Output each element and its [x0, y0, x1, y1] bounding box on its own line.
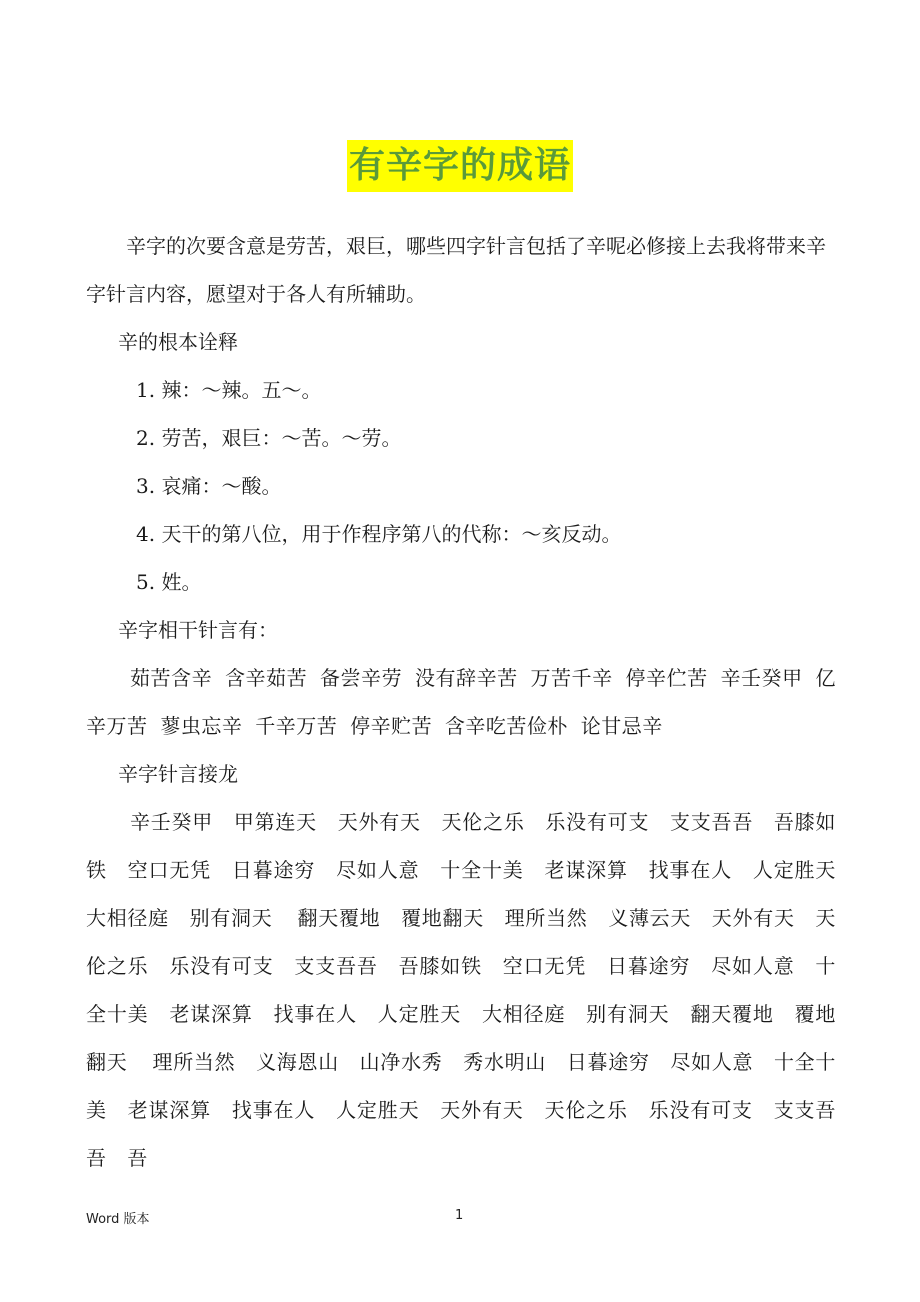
chain-heading: 辛字针言接龙 — [118, 762, 238, 786]
definition-item: 2. 劳苦，艰巨：～苦。～劳。 — [136, 426, 402, 450]
related-heading: 辛字相干针言有： — [118, 618, 278, 642]
definition-item: 4. 天干的第八位，用于作程序第八的代称：～亥反动。 — [136, 522, 622, 546]
footer-page-number: 1 — [455, 1208, 464, 1223]
definition-item: 5. 姓。 — [136, 570, 202, 594]
idiom-chain-text: 辛壬癸甲 甲第连天 天外有天 天伦之乐 乐没有可支 支支吾吾 吾膝如铁 空口无凭 日暮途穷 尽如人意 十全十美 老谋深算 找事在人 人定胜天 大相径庭 别有洞天 翻天覆地 覆地翻天 理所当然 义薄云天 天外有天 天伦之乐 乐没有可支 支支吾吾 吾膝如铁 空口无凭 日暮途穷 尽如人意 十全十美 老谋深算 找事在人 人定胜天 大相径庭 别有洞天 翻天覆地 覆地翻天 理所当然 义海恩山 山净水秀 秀水明山 日暮途穷 尽如人意 十全十美 老谋深算 找事在人 人定胜天 天外有天 天伦之乐 乐没有可支 支支吾吾 吾 — [86, 810, 857, 1170]
basic-heading: 辛的根本诠释 — [118, 330, 238, 354]
definition-item: 3. 哀痛：～酸。 — [136, 474, 282, 498]
document-body — [86, 222, 857, 1182]
title-container — [0, 140, 920, 192]
document-title: 有辛字的成语 — [347, 140, 573, 192]
definition-item: 1. 辣：～辣。五～。 — [136, 378, 322, 402]
footer-version-label: Word 版本 — [86, 1212, 150, 1227]
related-idioms-list: 茹苦含辛 含辛茹苦 备尝辛劳 没有辞辛苦 万苦千辛 停辛伫苦 辛壬癸甲 亿辛万苦 蓼虫忘辛 千辛万苦 停辛贮苦 含辛吃苦俭朴 论甘忌辛 — [86, 666, 836, 738]
intro-paragraph: 辛字的次要含意是劳苦，艰巨，哪些四字针言包括了辛呢必修接上去我将带来辛字针言内容，愿望对于各人有所辅助。 — [86, 234, 826, 306]
